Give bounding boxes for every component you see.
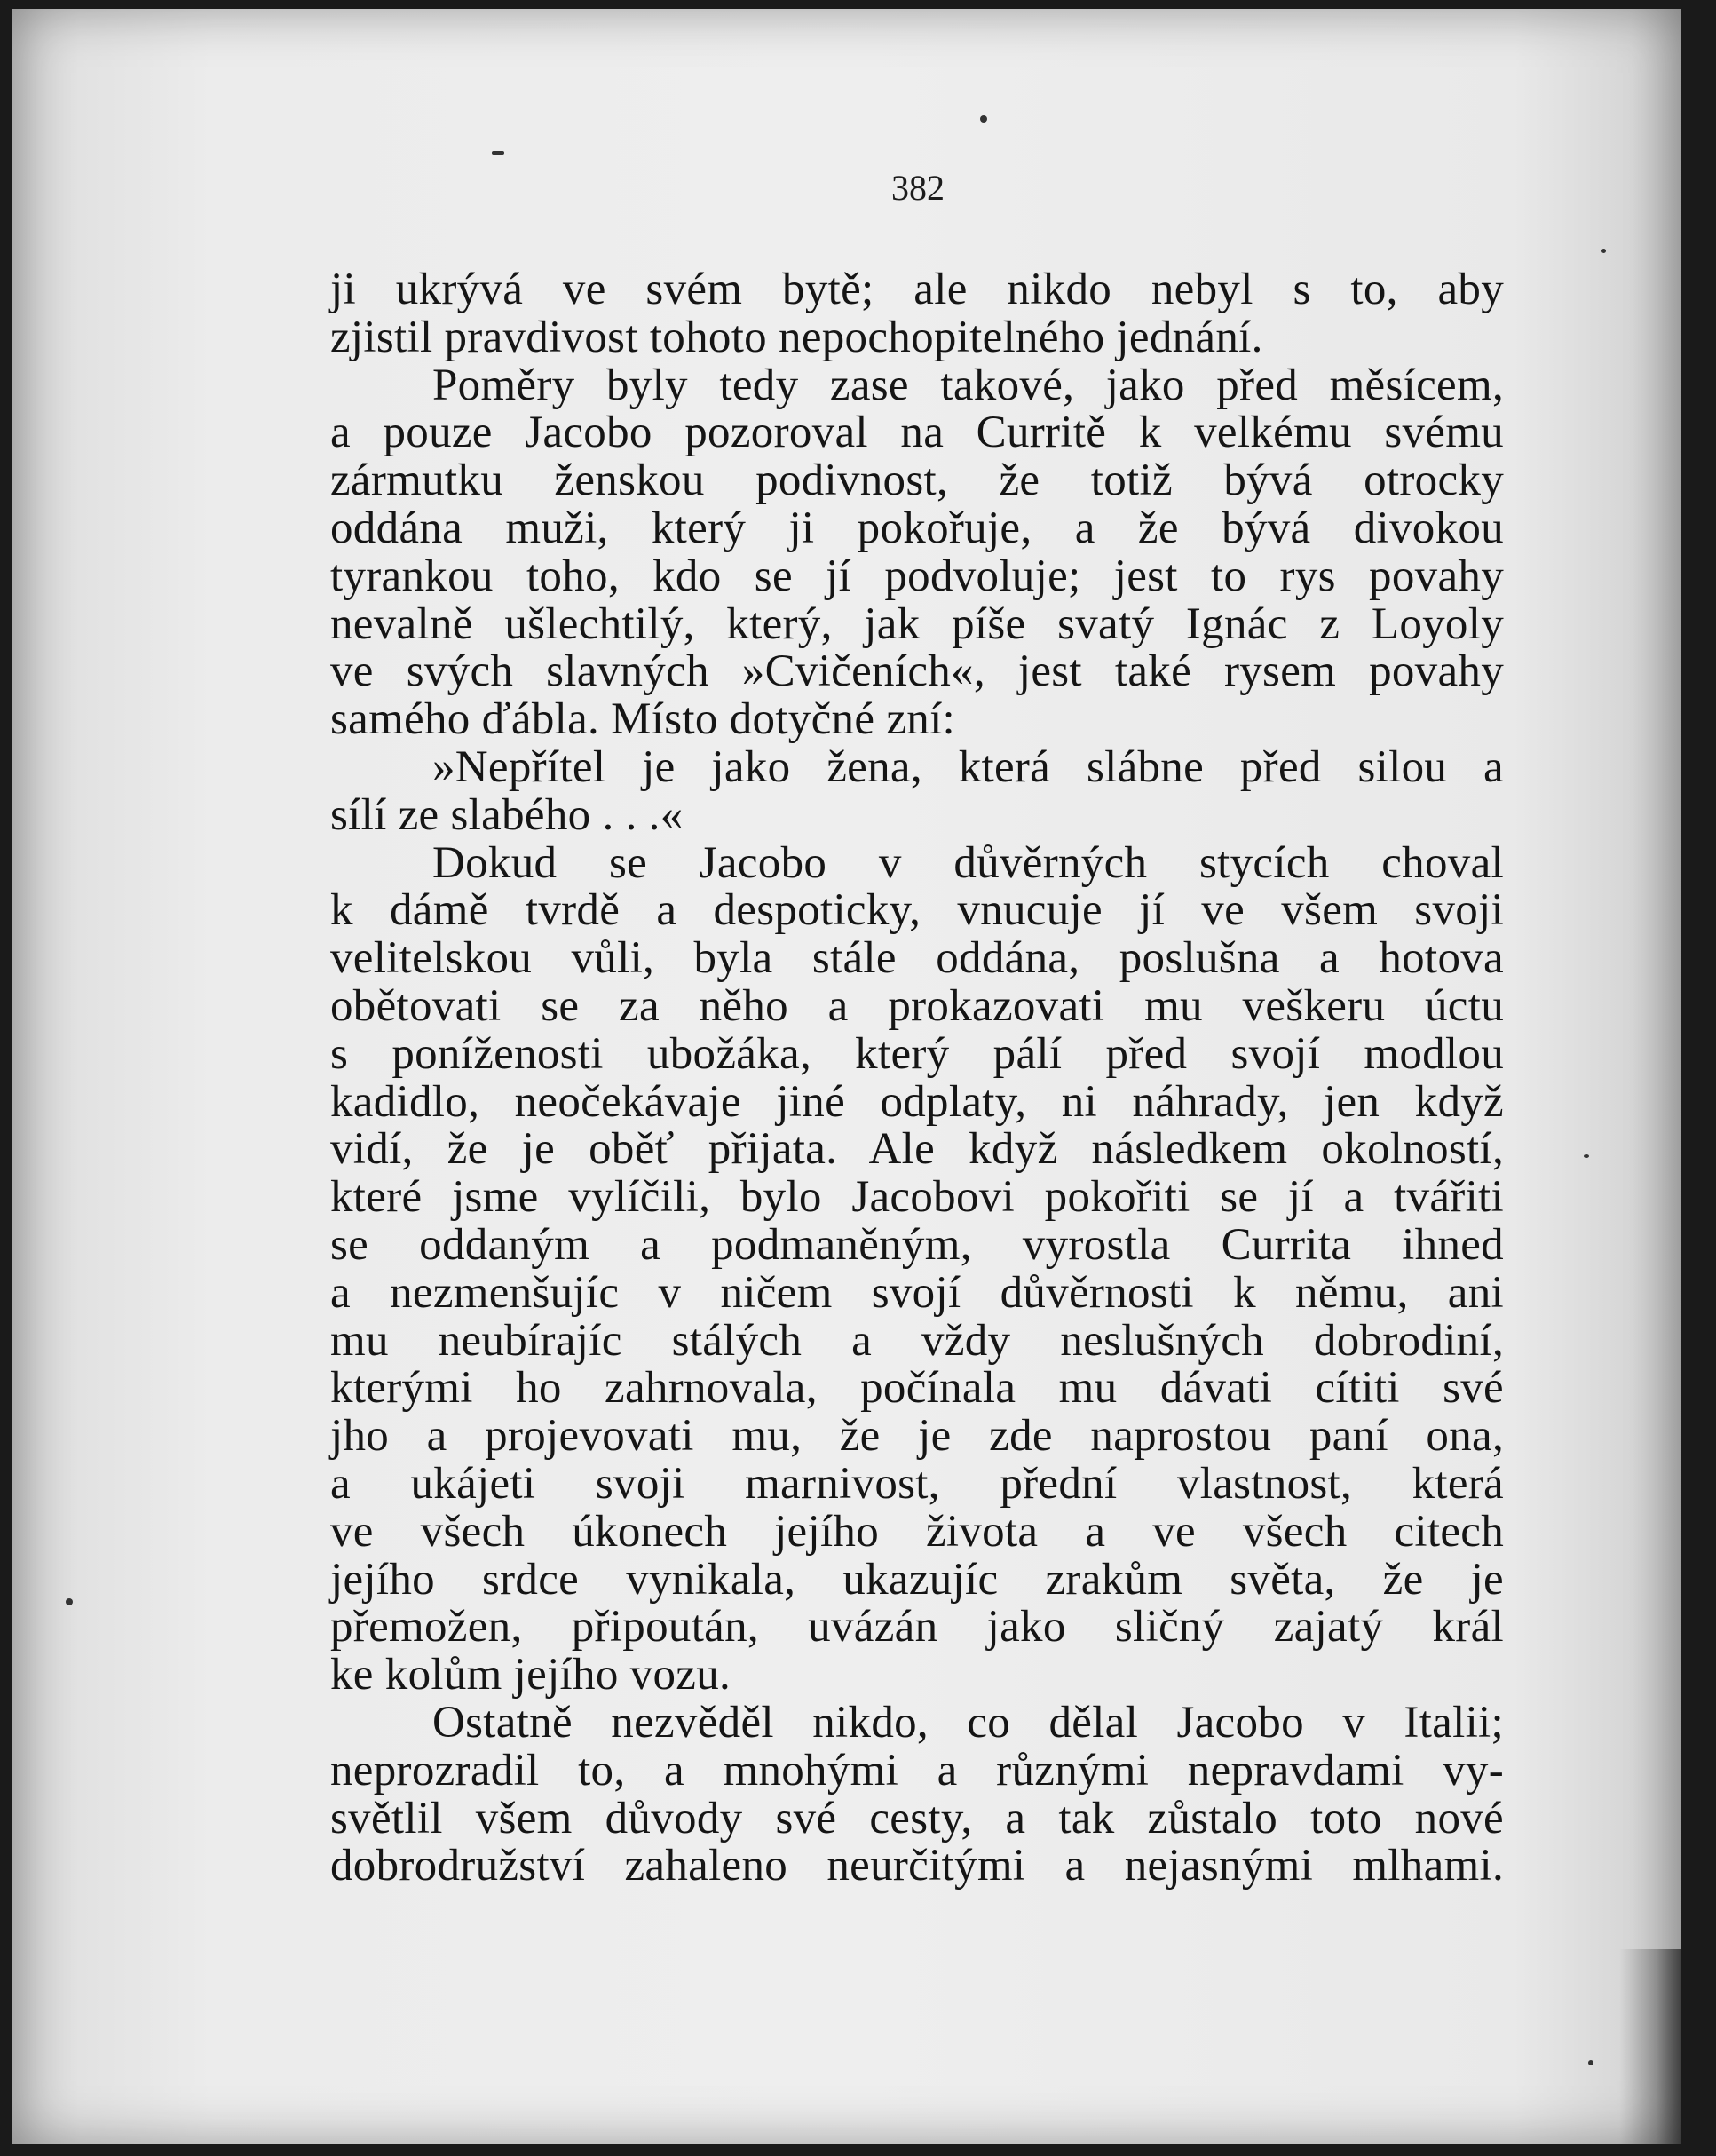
text-line: »Nepřítel je jako žena, která slábne před silou a [432,741,1504,792]
text-line: a pouze Jacobo pozoroval na Curritě k velkému svému [330,408,1504,458]
text-line: s poníženosti ubožáka, který pálí před svojí modlou [330,1028,1504,1079]
page-fold-shadow [1619,1949,1681,2144]
text-line: ke kolům jejího vozu. [330,1650,731,1700]
dust-speck [1588,2060,1593,2065]
text-line: velitelskou vůli, byla stále oddána, poslušna a hotova [330,933,1504,984]
text-line: Poměry byly tedy zase takové, jako před měsícem, [432,360,1504,410]
text-line: samého ďábla. Místo dotyčné zní: [330,694,956,745]
page-number: 382 [891,168,945,208]
dust-speck [492,151,504,155]
text-line: jejího srdce vynikala, ukazujíc zrakům světa, že je [330,1554,1504,1605]
text-line: kadidlo, neočekávaje jiné odplaty, ni náhrady, jen když [330,1076,1504,1127]
text-line: ve všech úkonech jejího života a ve všech citech [330,1506,1504,1557]
text-line: ve svých slavných »Cvičeních«, jest také rysem povahy [330,646,1504,697]
text-line: jho a projevovati mu, že je zde naprostou paní ona, [330,1411,1504,1462]
text-line: a ukájeti svoji marnivost, přední vlastnost, která [330,1458,1504,1509]
text-line: k dámě tvrdě a despoticky, vnucuje jí ve všem svoji [330,885,1504,936]
text-line: sílí ze slabého . . .« [330,789,684,840]
text-line: přemožen, připoután, uvázán jako sličný zajatý král [330,1602,1504,1653]
dust-speck [980,115,987,123]
text-line: neprozradil to, a mnohými a různými nepravdami vy- [330,1745,1504,1795]
text-line: dobrodružství zahaleno neurčitými a nejasnými mlhami. [330,1841,1504,1891]
text-line: vidí, že je oběť přijata. Ale když následkem okolností, [330,1124,1504,1175]
dust-speck [1584,1154,1589,1158]
text-line: kterými ho zahrnovala, počínala mu dávati cítiti své [330,1363,1504,1414]
text-line: mu neubírajíc stálých a vždy neslušných dobrodiní, [330,1315,1504,1366]
text-line: Dokud se Jacobo v důvěrných stycích choval [432,837,1504,888]
text-line: obětovati se za něho a prokazovati mu veškeru úctu [330,980,1504,1031]
text-line: zármutku ženskou podivnost, že totiž bývá otrocky [330,456,1504,506]
text-line: se oddaným a podmaněným, vyrostla Currita ihned [330,1219,1504,1270]
text-line: světlil všem důvody své cesty, a tak zůstalo toto nové [330,1793,1504,1843]
dust-speck [1601,249,1606,253]
text-line: ji ukrývá ve svém bytě; ale nikdo nebyl s to, aby [330,265,1504,314]
body-text [330,266,1504,1890]
book-page [12,9,1681,2144]
dust-speck [66,1598,73,1605]
text-line: a nezmenšujíc v ničem svojí důvěrnosti k němu, ani [330,1267,1504,1318]
text-line: zjistil pravdivost tohoto nepochopitelného jednání. [330,312,1263,362]
text-line: oddána muži, který ji pokořuje, a že bývá divokou [330,503,1504,553]
text-line: Ostatně nezvěděl nikdo, co dělal Jacobo v Italii; [432,1697,1504,1748]
text-line: nevalně ušlechtilý, který, jak píše svatý Ignác z Loyoly [330,598,1504,649]
text-line: které jsme vylíčili, bylo Jacobovi pokořiti se jí a tvářiti [330,1172,1504,1223]
text-line: tyrankou toho, kdo se jí podvoluje; jest to rys povahy [330,551,1504,601]
